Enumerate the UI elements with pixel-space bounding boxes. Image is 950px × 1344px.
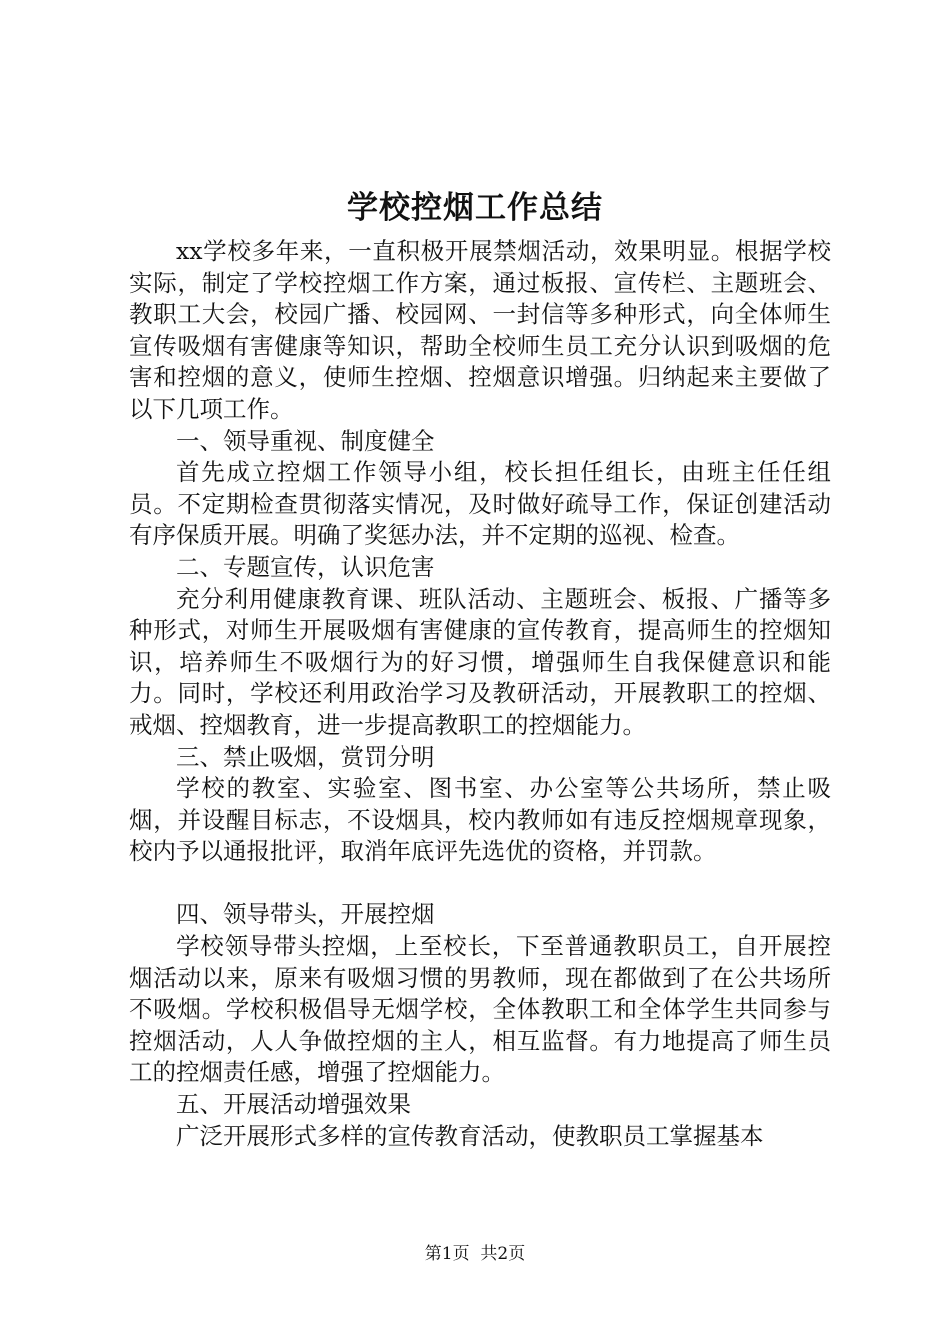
- section-heading-4: 四、领导带头，开展控烟: [176, 900, 435, 929]
- section-heading-5: 五、开展活动增强效果: [176, 1090, 411, 1119]
- section-heading-2: 二、专题宣传，认识危害: [176, 552, 435, 581]
- document-body: [129, 236, 831, 1152]
- paragraph-section-3: 学校的教室、实验室、图书室、办公室等公共场所，禁止吸烟，并设醒目标志，不设烟具，校内教师如有违反控烟规章现象，校内予以通报批评，取消年底评先选优的资格，并罚款。: [129, 774, 831, 866]
- paragraph-intro: xx学校多年来，一直积极开展禁烟活动，效果明显。根据学校实际，制定了学校控烟工作方案，通过板报、宣传栏、主题班会、教职工大会，校园广播、校园网、一封信等多种形式，向全体师生宣传吸烟有害健康等知识，帮助全校师生员工充分认识到吸烟的危害和控烟的意义，使师生控烟、控烟意识增强。归纳起来主要做了以下几项工作。: [129, 237, 831, 423]
- blank-line: [129, 868, 831, 900]
- section-heading-3: 三、禁止吸烟，赏罚分明: [176, 742, 435, 771]
- paragraph-section-4: 学校领导带头控烟，上至校长，下至普通教职员工，自开展控烟活动以来，原来有吸烟习惯的男教师，现在都做到了在公共场所不吸烟。学校积极倡导无烟学校，全体教职工和全体学生共同参与控烟活动，人人争做控烟的主人，相互监督。有力地提高了师生员工的控烟责任感，增强了控烟能力。: [129, 932, 831, 1087]
- paragraph-section-5: 广泛开展形式多样的宣传教育活动，使教职员工掌握基本: [176, 1121, 764, 1150]
- page-footer: 第1页 共2页: [424, 1244, 526, 1264]
- paragraph-section-2: 充分利用健康教育课、班队活动、主题班会、板报、广播等多种形式，对师生开展吸烟有害健康的宣传教育，提高师生的控烟知识，培养师生不吸烟行为的好习惯，增强师生自我保健意识和能力。同时，学校还利用政治学习及教研活动，开展教职工的控烟、戒烟、控烟教育，进一步提高教职工的控烟能力。: [129, 584, 831, 739]
- paragraph-section-1: 首先成立控烟工作领导小组，校长担任组长，由班主任任组员。不定期检查贯彻落实情况，及时做好疏导工作，保证创建活动有序保质开展。明确了奖惩办法，并不定期的巡视、检查。: [129, 458, 831, 550]
- page-title: 学校控烟工作总结: [347, 190, 603, 226]
- section-heading-1: 一、领导重视、制度健全: [176, 426, 435, 455]
